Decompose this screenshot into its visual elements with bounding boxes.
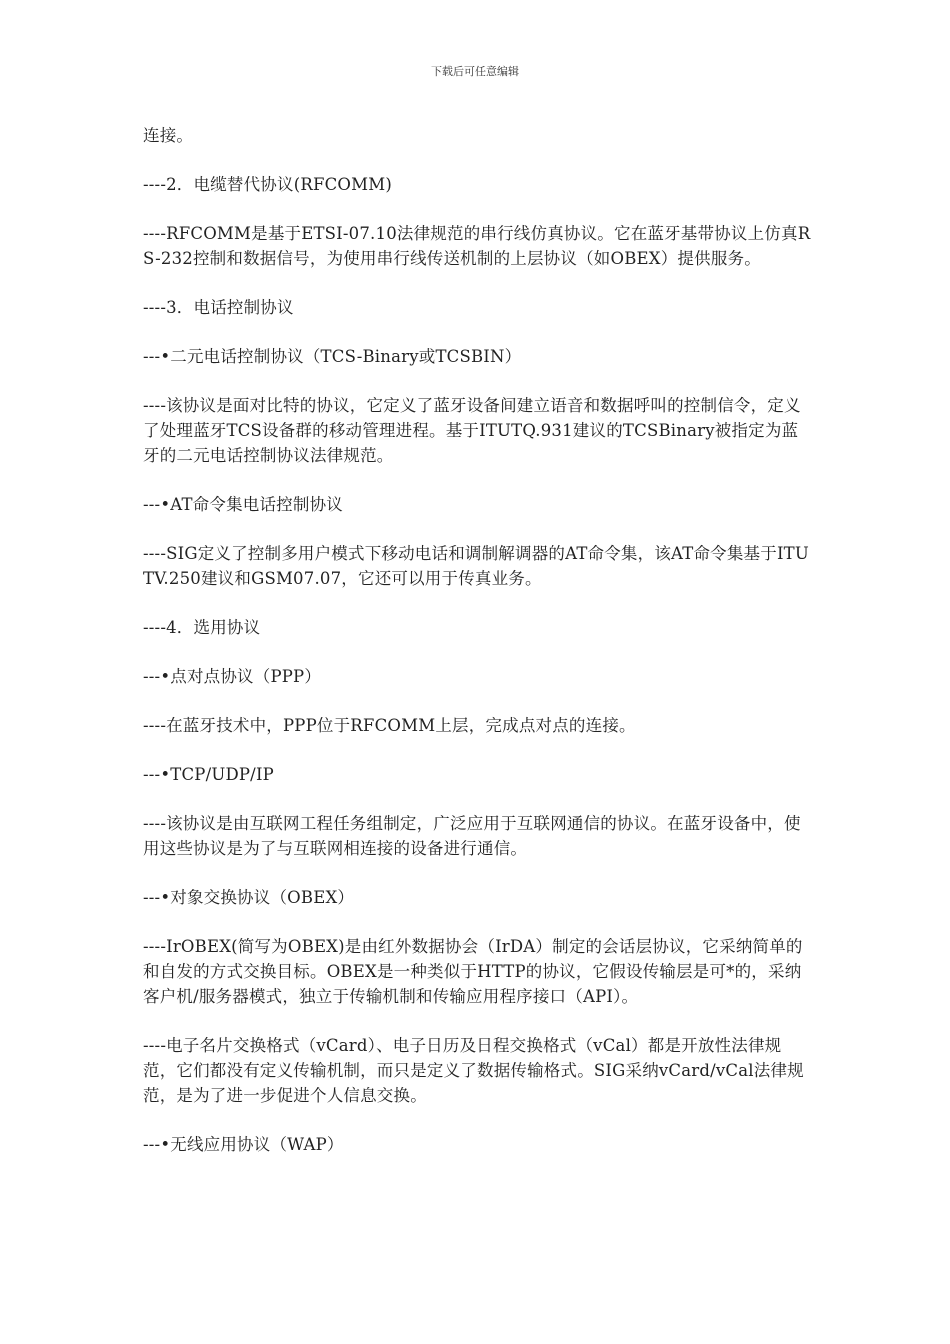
section-heading: ----4．选用协议	[143, 618, 261, 637]
bullet-heading: ---•无线应用协议（WAP）	[143, 1135, 344, 1154]
paragraph: ----该协议是由互联网工程任务组制定，广泛应用于互联网通信的协议。在蓝牙设备中，使用这些协议是为了与互联网相连接的设备进行通信。	[143, 814, 801, 858]
bullet-heading: ---•二元电话控制协议（TCS-Binary或TCSBIN）	[143, 347, 522, 366]
page-header: 下载后可任意编辑	[431, 65, 519, 78]
bullet-heading: ---•TCP/UDP/IP	[143, 765, 274, 784]
bullet-heading: ---•点对点协议（PPP）	[143, 667, 322, 686]
paragraph: ----在蓝牙技术中，PPP位于RFCOMM上层，完成点对点的连接。	[143, 716, 636, 735]
document-body	[143, 123, 813, 1181]
bullet-heading: ---•AT命令集电话控制协议	[143, 495, 343, 514]
bullet-heading: ---•对象交换协议（OBEX）	[143, 888, 355, 907]
paragraph: 连接。	[143, 126, 194, 145]
paragraph: ----IrOBEX(简写为OBEX)是由红外数据协会（IrDA）制定的会话层协议，它采纳简单的和自发的方式交换目标。OBEX是一种类似于HTTP的协议，它假设传输层是可*的，采纳客户机/服务器模式，独立于传输机制和传输应用程序接口（API）。	[143, 937, 803, 1006]
paragraph: ----电子名片交换格式（vCard）、电子日历及日程交换格式（vCal）都是开放性法律规范，它们都没有定义传输机制，而只是定义了数据传输格式。SIG采纳vCard/vCal法律规范，是为了进一步促进个人信息交换。	[143, 1036, 804, 1105]
paragraph: ----SIG定义了控制多用户模式下移动电话和调制解调器的AT命令集，该AT命令集基于ITUTV.250建议和GSM07.07，它还可以用于传真业务。	[143, 544, 809, 588]
section-heading: ----3．电话控制协议	[143, 298, 294, 317]
paragraph: ----该协议是面对比特的协议，它定义了蓝牙设备间建立语音和数据呼叫的控制信令，定义了处理蓝牙TCS设备群的移动管理进程。基于ITUTQ.931建议的TCSBinary被指定为蓝牙的二元电话控制协议法律规范。	[143, 396, 801, 465]
section-heading: ----2．电缆替代协议(RFCOMM)	[143, 175, 392, 194]
paragraph: ----RFCOMM是基于ETSI-07.10法律规范的串行线仿真协议。它在蓝牙基带协议上仿真RS-232控制和数据信号，为使用串行线传送机制的上层协议（如OBEX）提供服务。	[143, 224, 811, 268]
